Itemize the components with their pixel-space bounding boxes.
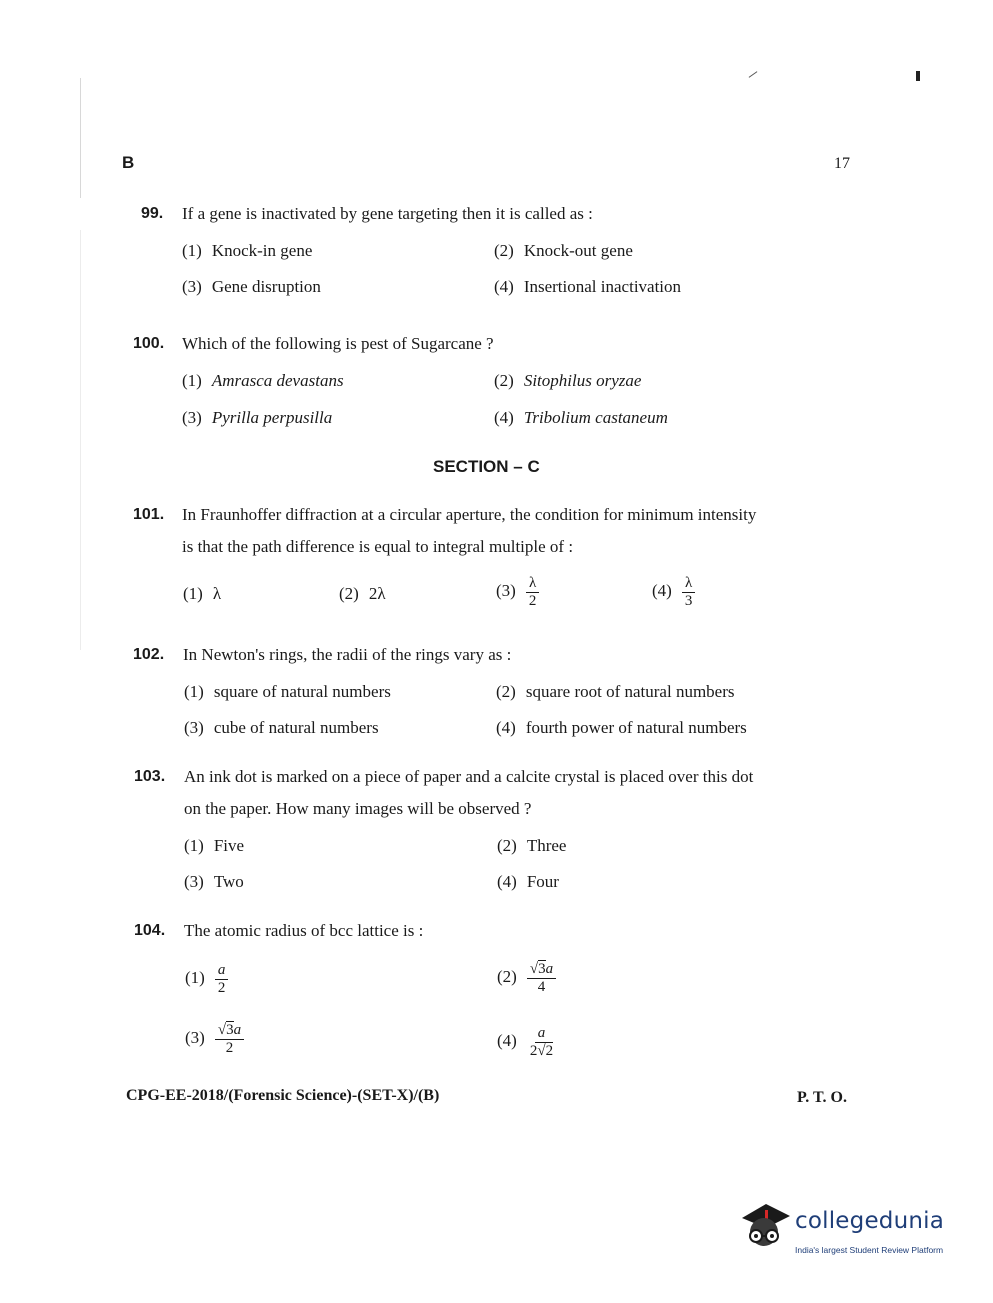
scan-margin-line (80, 230, 81, 650)
question-number: 100. (133, 335, 165, 352)
sqrt-sign: √ (529, 961, 539, 977)
denominator-coefficient: 2 (529, 1043, 538, 1059)
question-number: 101. (133, 506, 165, 523)
pto-label: P. T. O. (797, 1089, 847, 1106)
question-text: The atomic radius of bcc lattice is : (184, 921, 424, 940)
option-number: (1) (182, 241, 202, 260)
option (184, 836, 244, 856)
question-number: 103. (134, 768, 166, 785)
option-number: (2) (494, 241, 514, 260)
option (494, 371, 641, 391)
option-text: square of natural numbers (213, 682, 391, 701)
option (339, 584, 386, 604)
fraction-denominator (527, 1043, 556, 1060)
option (496, 718, 747, 738)
option-text: square root of natural numbers (525, 682, 735, 701)
option-text: Three (526, 836, 567, 855)
brand-name: collegedunia (795, 1208, 945, 1234)
fraction (526, 575, 540, 610)
fraction-numerator: λ (526, 575, 539, 593)
sqrt-sign: √ (537, 1043, 546, 1059)
option (494, 277, 681, 297)
scan-margin-line (80, 78, 81, 198)
option (185, 962, 228, 997)
option (497, 836, 566, 856)
option (184, 682, 391, 702)
fraction (527, 961, 556, 996)
numerator-variable: a (233, 1022, 242, 1038)
question-text-line: An ink dot is marked on a piece of paper and a calcite crystal is placed over this dot (184, 767, 754, 786)
fraction (215, 1022, 244, 1057)
option (494, 241, 633, 261)
option-number: (1) (183, 584, 203, 603)
option (182, 371, 344, 391)
fraction-denominator: 2 (528, 593, 537, 609)
option (496, 575, 539, 610)
fraction-denominator: 2 (217, 980, 226, 996)
option-number: (4) (497, 872, 517, 891)
set-label: B (122, 153, 135, 172)
fraction-numerator (527, 961, 556, 979)
option-number: (2) (496, 682, 516, 701)
section-title: SECTION – C (433, 457, 540, 476)
option (185, 1022, 244, 1057)
option-text: 2λ (368, 584, 386, 603)
option (497, 872, 559, 892)
question-text-line: In Fraunhoffer diffraction at a circular aperture, the condition for minimum intensity (182, 505, 757, 524)
option (184, 718, 379, 738)
fraction-numerator (215, 1022, 244, 1040)
option-text: Pyrilla perpusilla (211, 408, 333, 427)
option-number: (3) (496, 581, 516, 601)
fraction (527, 1025, 556, 1060)
scan-mark (916, 71, 920, 81)
question-text: If a gene is inactivated by gene targeting then it is called as : (182, 204, 593, 223)
option (497, 961, 556, 996)
fraction-denominator: 3 (684, 593, 693, 609)
option-number: (2) (494, 371, 514, 390)
fraction (215, 962, 229, 997)
option-number: (1) (184, 682, 204, 701)
option (183, 584, 221, 604)
question-text: In Newton's rings, the radii of the rings vary as : (183, 645, 512, 664)
collegedunia-mascot-icon (736, 1198, 794, 1254)
option-number: (3) (182, 277, 202, 296)
option (496, 682, 735, 702)
option-text: Knock-in gene (211, 241, 313, 260)
option-text: Tribolium castaneum (523, 408, 668, 427)
option-number: (4) (497, 1031, 517, 1051)
option-number: (3) (184, 872, 204, 891)
option (494, 408, 668, 428)
fraction-numerator: a (215, 962, 229, 980)
option-text: Insertional inactivation (523, 277, 682, 296)
option-number: (4) (494, 277, 514, 296)
scan-mark (749, 71, 758, 78)
option-text: Two (213, 872, 244, 891)
option-text: Sitophilus oryzae (523, 371, 642, 390)
option-text: cube of natural numbers (213, 718, 379, 737)
option-number: (3) (185, 1028, 205, 1048)
option-number: (2) (497, 836, 517, 855)
option-text: Gene disruption (211, 277, 321, 296)
option-number: (3) (184, 718, 204, 737)
option-text: λ (212, 584, 222, 603)
question-text-line: on the paper. How many images will be observed ? (184, 799, 532, 818)
option-text: Five (213, 836, 245, 855)
option (652, 575, 695, 610)
question-text: Which of the following is pest of Sugarcane ? (182, 334, 494, 353)
option-number: (1) (182, 371, 202, 390)
option-number: (4) (652, 581, 672, 601)
radicand: 3 (538, 961, 546, 977)
option-number: (2) (497, 967, 517, 987)
option-number: (1) (184, 836, 204, 855)
option-text: Four (526, 872, 559, 891)
option-number: (2) (339, 584, 359, 603)
page-number: 17 (834, 155, 850, 172)
fraction-numerator: λ (682, 575, 695, 593)
radicand: 3 (226, 1022, 234, 1038)
radicand: 2 (545, 1043, 554, 1059)
question-number: 102. (133, 646, 165, 663)
option-number: (3) (182, 408, 202, 427)
option-number: (1) (185, 968, 205, 988)
option-text: Amrasca devastans (211, 371, 344, 390)
option (182, 408, 332, 428)
option-text: fourth power of natural numbers (525, 718, 747, 737)
question-number: 104. (134, 922, 166, 939)
question-number: 99. (141, 205, 164, 222)
question-text-line: is that the path difference is equal to integral multiple of : (182, 537, 574, 556)
fraction-denominator: 2 (225, 1040, 234, 1056)
option (182, 241, 312, 261)
option-text: Knock-out gene (523, 241, 633, 260)
option-number: (4) (494, 408, 514, 427)
fraction-denominator: 4 (537, 979, 546, 995)
option (182, 277, 321, 297)
fraction (682, 575, 696, 610)
option (497, 1025, 556, 1060)
option (184, 872, 244, 892)
sqrt-sign: √ (217, 1022, 227, 1038)
fraction-numerator: a (535, 1025, 549, 1043)
paper-code: CPG-EE-2018/(Forensic Science)-(SET-X)/(B) (126, 1087, 440, 1104)
numerator-variable: a (545, 961, 554, 977)
option-number: (4) (496, 718, 516, 737)
brand-tagline: India's largest Student Review Platform (795, 1245, 944, 1255)
